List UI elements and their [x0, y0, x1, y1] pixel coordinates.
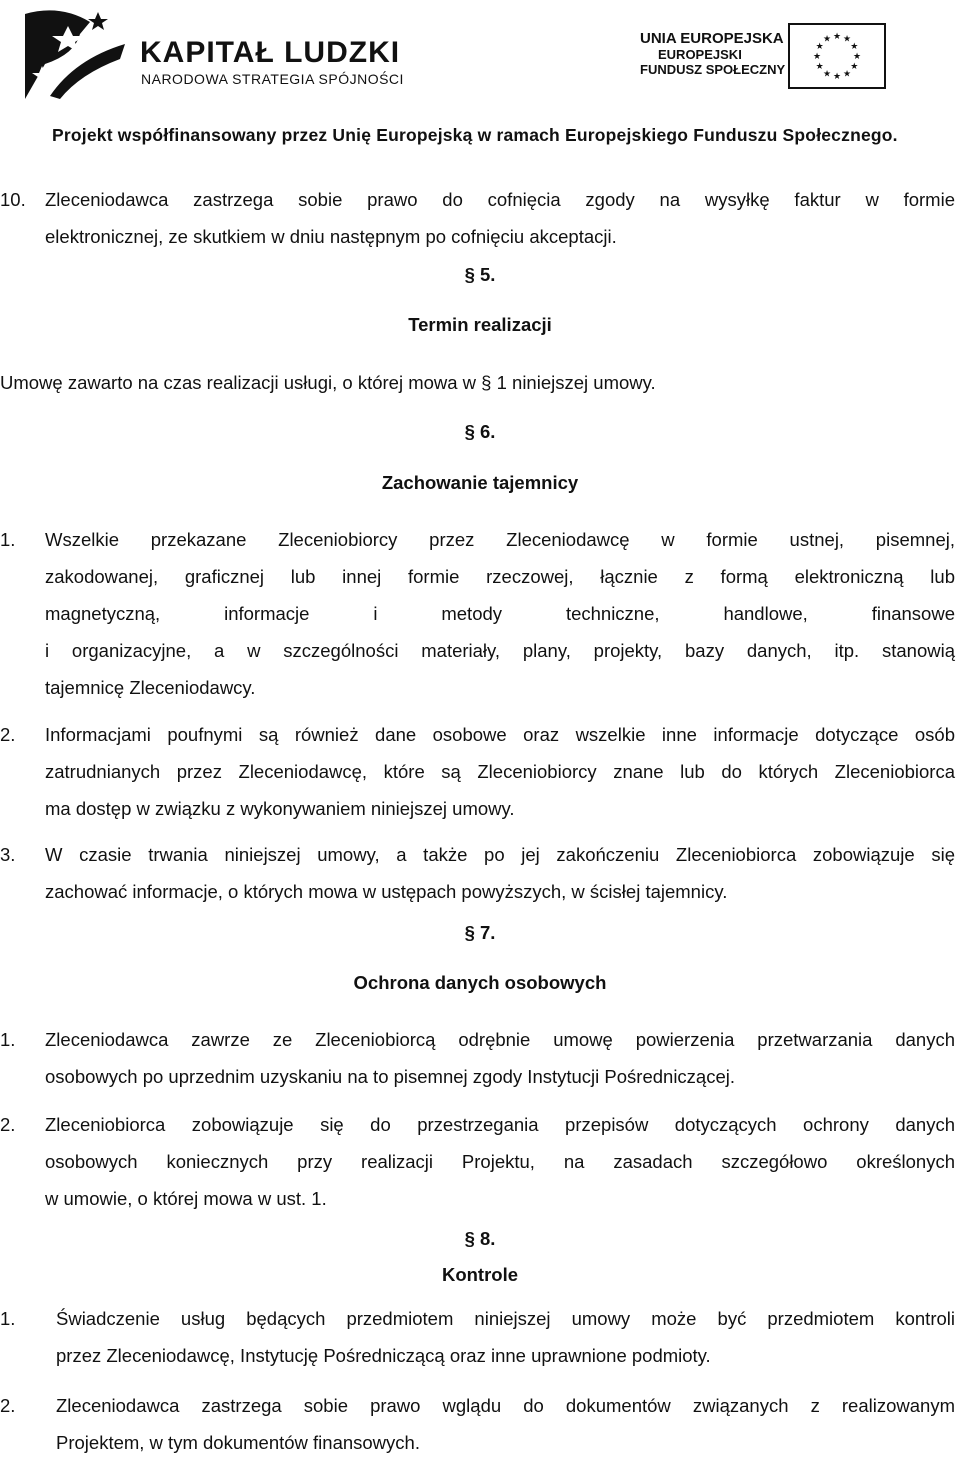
eu-line-3: FUNDUSZ SPOŁECZNY	[640, 62, 786, 77]
section-number: § 5.	[464, 264, 496, 285]
eu-star-icon: ★	[832, 71, 842, 81]
paragraph-line: magnetyczną, informacje i metody techniczne, handlowe, finansowe	[45, 603, 955, 624]
section-number: § 7.	[464, 922, 496, 943]
eu-line-1: UNIA EUROPEJSKA	[640, 30, 784, 47]
eu-star-icon: ★	[842, 68, 852, 79]
paragraph-line: i organizacyjne, a w szczególności materiały, plany, projekty, bazy danych, itp. stanowią	[45, 640, 955, 661]
paragraph-line: Zleceniodawca zastrzega sobie prawo wglądu do dokumentów związanych z realizowanym	[56, 1395, 955, 1416]
paragraph-number: 2.	[0, 724, 16, 745]
paragraph-number: 2.	[0, 1114, 16, 1135]
eu-star-icon: ★	[842, 33, 852, 44]
paragraph-line: W czasie trwania niniejszej umowy, a także po jej zakończeniu Zleceniobiorca zobowiązuje się	[45, 844, 955, 865]
paragraph-line: ma dostęp w związku z wykonywaniem niniejszej umowy.	[45, 798, 515, 819]
eu-star-icon: ★	[832, 31, 842, 41]
paragraph-line: elektronicznej, ze skutkiem w dniu następnym po cofnięciu akceptacji.	[45, 226, 617, 247]
section-title: Kontrole	[441, 1264, 519, 1285]
eu-star-icon: ★	[815, 41, 824, 51]
paragraph-line: Informacjami poufnymi są również dane osobowe oraz wszelkie inne informacje dotyczące osób	[45, 724, 955, 745]
eu-star-icon: ★	[822, 33, 832, 44]
paragraph-line: Zleceniodawca zastrzega sobie prawo do cofnięcia zgody na wysyłkę faktur w formie	[45, 189, 955, 210]
logo-title: KAPITAŁ LUDZKI	[140, 36, 401, 69]
eu-flag-icon	[788, 23, 886, 89]
kapital-ludzki-logo-icon	[20, 4, 130, 104]
project-tagline: Projekt współfinansowany przez Unię Europejską w ramach Europejskiego Funduszu Społecznego.	[52, 125, 898, 145]
paragraph-number: 2.	[0, 1395, 16, 1416]
paragraph-line: Wszelkie przekazane Zleceniobiorcy przez Zleceniodawcę w formie ustnej, pisemnej,	[45, 529, 955, 550]
paragraph-line: w umowie, o której mowa w ust. 1.	[45, 1188, 327, 1209]
paragraph-line: zatrudnianych przez Zleceniodawcę, które są Zleceniobiorcy znane lub do których Zleceniobiorca	[45, 761, 955, 782]
paragraph-number: 10.	[0, 189, 26, 210]
section-number: § 6.	[464, 421, 496, 442]
paragraph-number: 1.	[0, 1308, 16, 1329]
paragraph-line: zachować informacje, o których mowa w ustępach powyższych, w ścisłej tajemnicy.	[45, 881, 728, 902]
eu-star-icon: ★	[812, 51, 822, 61]
section-title: Ochrona danych osobowych	[353, 972, 607, 993]
eu-star-icon: ★	[815, 61, 824, 71]
logo-subtitle: NARODOWA STRATEGIA SPÓJNOŚCI	[141, 71, 404, 87]
paragraph-line: przez Zleceniodawcę, Instytucję Pośredniczącą oraz inne uprawnione podmioty.	[56, 1345, 711, 1366]
paragraph-line: Zleceniobiorca zobowiązuje się do przestrzegania przepisów dotyczących ochrony danych	[45, 1114, 955, 1135]
section-title: Zachowanie tajemnicy	[381, 472, 579, 493]
eu-line-2: EUROPEJSKI	[658, 47, 742, 62]
section-title: Termin realizacji	[408, 314, 552, 335]
page-header	[0, 0, 960, 160]
paragraph-line: Świadczenie usług będących przedmiotem niniejszej umowy może być przedmiotem kontroli	[56, 1308, 955, 1329]
paragraph-line: tajemnicę Zleceniodawcy.	[45, 677, 256, 698]
eu-star-icon: ★	[850, 61, 859, 71]
eu-star-icon: ★	[850, 41, 859, 51]
eu-star-icon: ★	[852, 51, 862, 61]
paragraph-line: Zleceniodawca zawrze ze Zleceniobiorcą odrębnie umowę powierzenia przetwarzania danych	[45, 1029, 955, 1050]
eu-star-icon: ★	[822, 68, 832, 79]
section-number: § 8.	[464, 1228, 496, 1249]
eu-text-block	[640, 30, 785, 77]
paragraph-number: 1.	[0, 1029, 16, 1050]
paragraph-line: Umowę zawarto na czas realizacji usługi, o której mowa w § 1 niniejszej umowy.	[0, 372, 656, 393]
paragraph-line: zakodowanej, graficznej lub innej formie rzeczowej, łącznie z formą elektroniczną lub	[45, 566, 955, 587]
paragraph-line: Projektem, w tym dokumentów finansowych.	[56, 1432, 420, 1453]
paragraph-number: 1.	[0, 529, 16, 550]
paragraph-line: osobowych po uprzednim uzyskaniu na to pisemnej zgody Instytucji Pośredniczącej.	[45, 1066, 736, 1087]
paragraph-line: osobowych koniecznych przy realizacji Projektu, na zasadach szczegółowo określonych	[45, 1151, 955, 1172]
paragraph-number: 3.	[0, 844, 16, 865]
